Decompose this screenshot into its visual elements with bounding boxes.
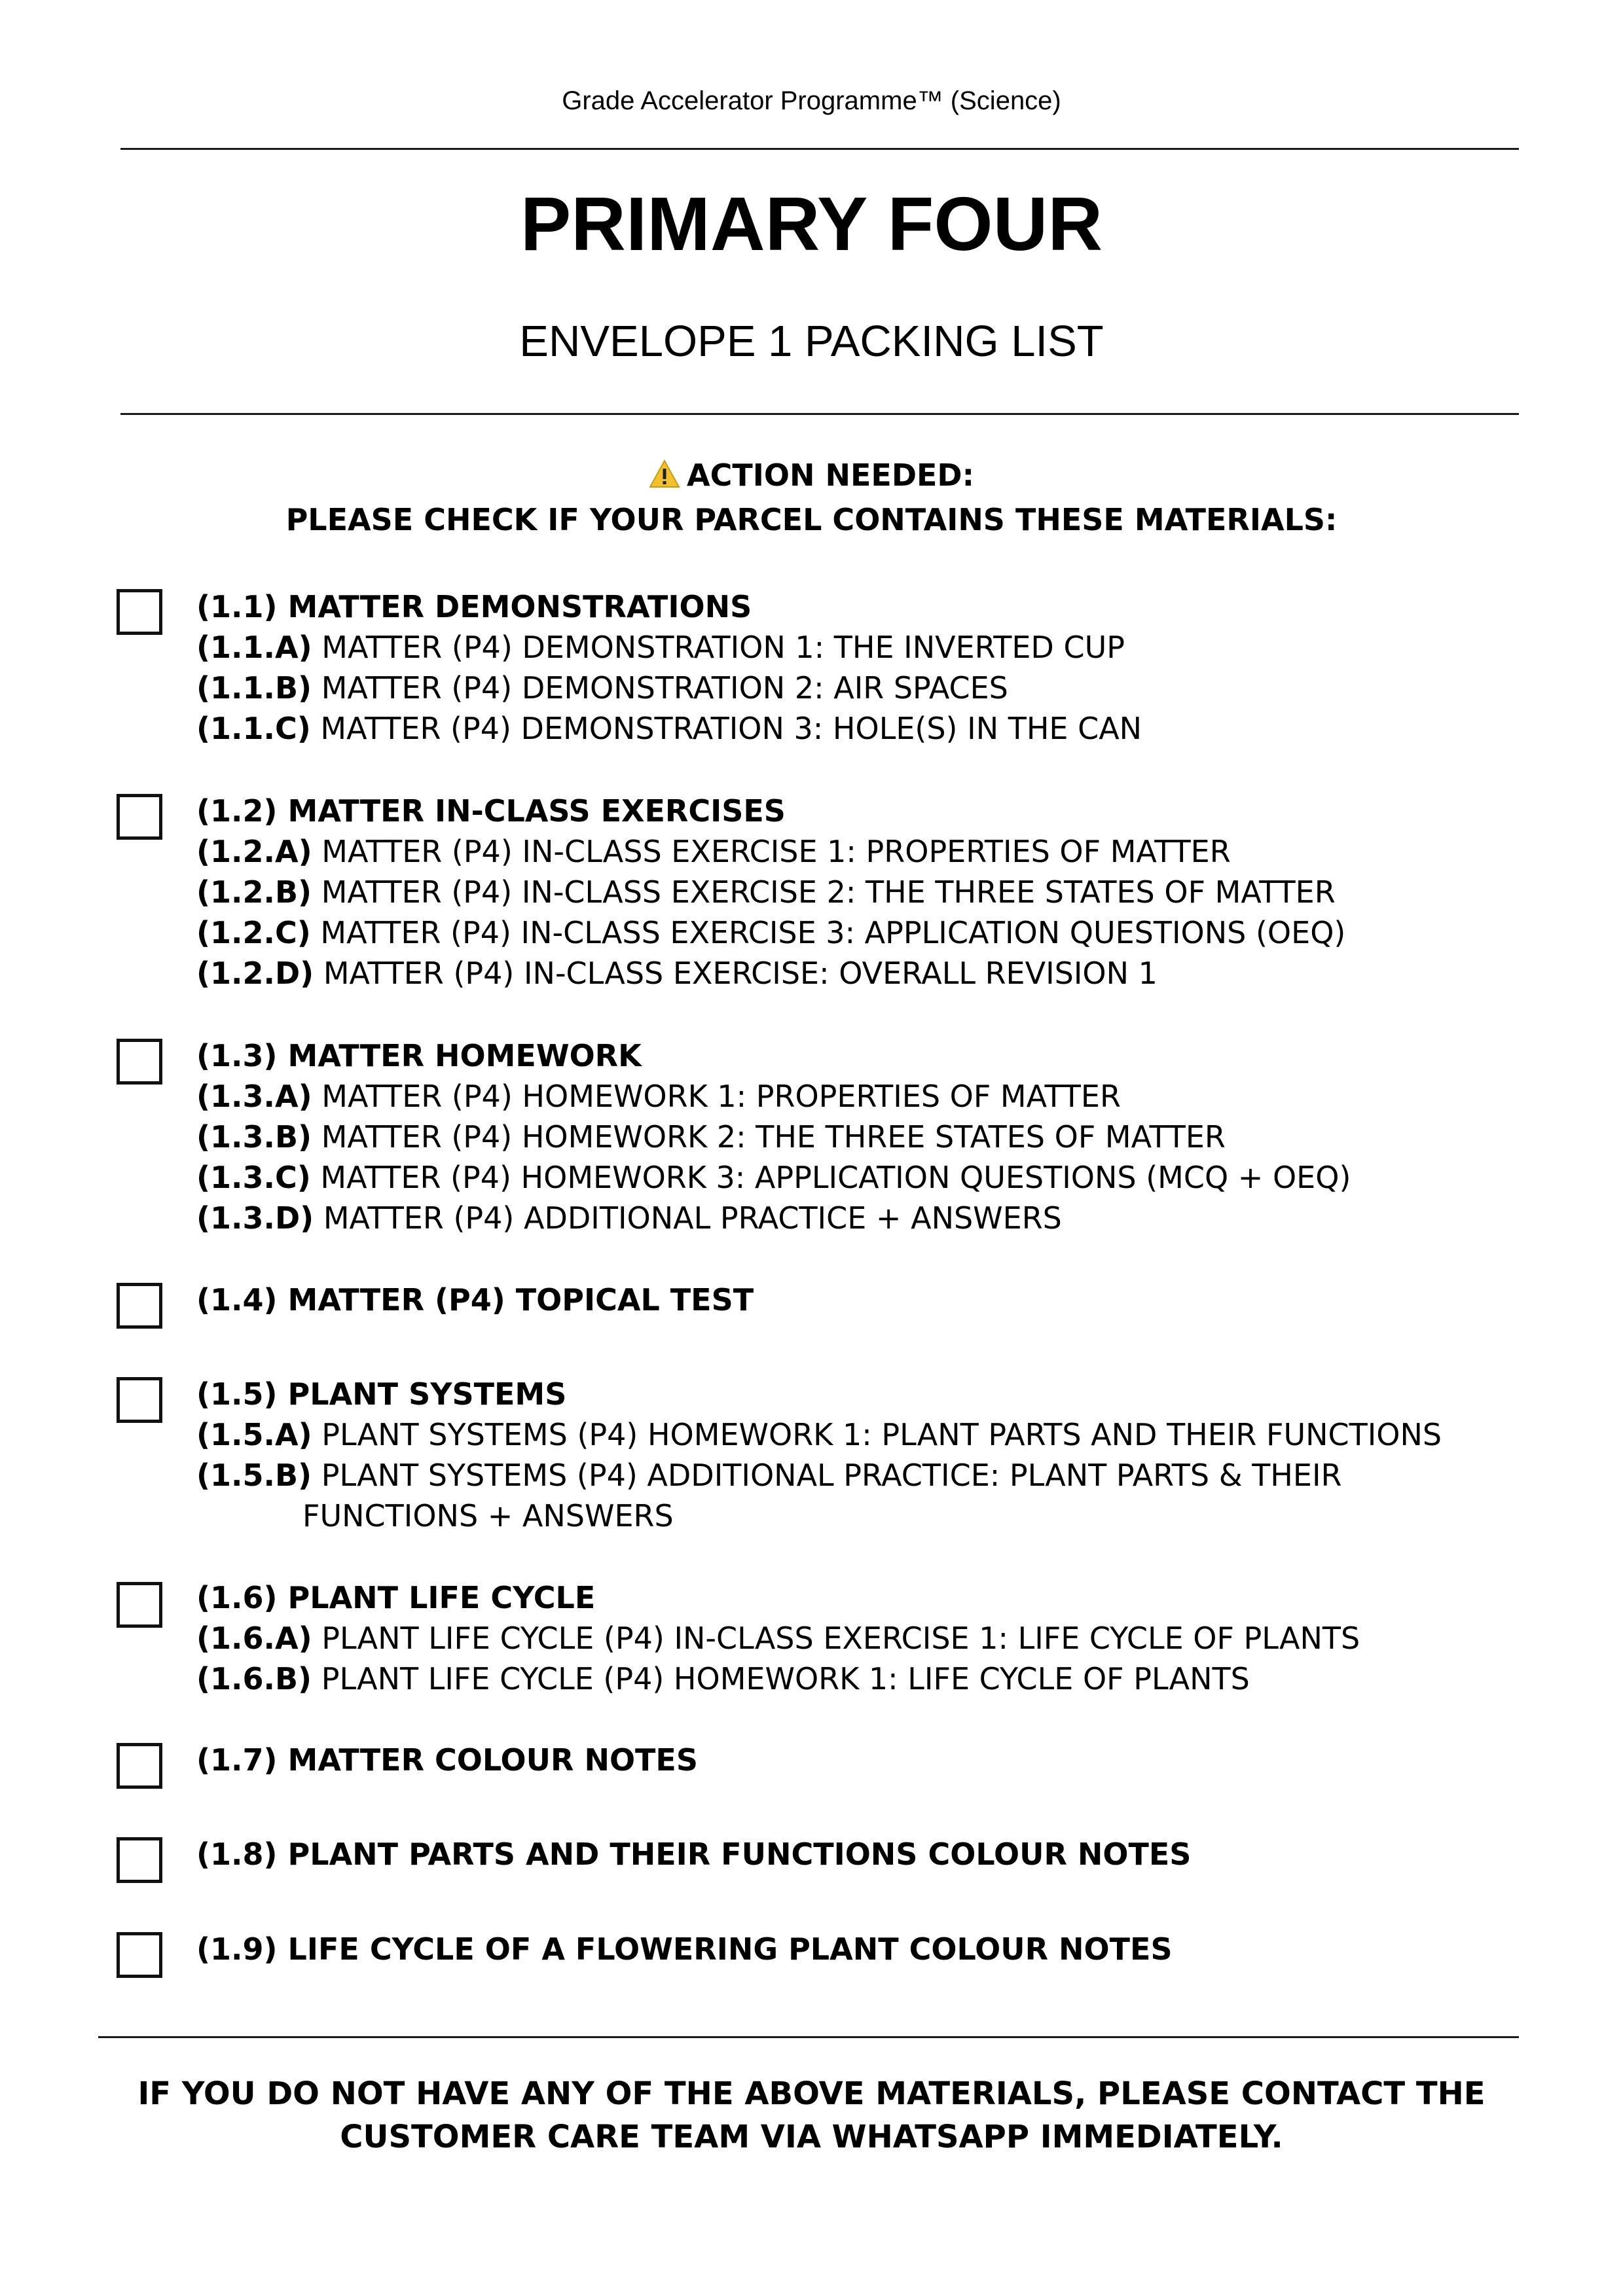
programme-header: Grade Accelerator Programme™ (Science)	[562, 86, 1061, 115]
checkbox-1-6[interactable]	[117, 1582, 162, 1628]
section-title: (1.3) MATTER HOMEWORK	[196, 1038, 642, 1073]
section-1-1	[196, 586, 1506, 749]
title-divider	[120, 413, 1519, 415]
checkbox-1-4[interactable]	[117, 1283, 162, 1329]
checkbox-1-8[interactable]	[117, 1837, 162, 1883]
footer-notice	[0, 2072, 1623, 2159]
section-title: (1.6) PLANT LIFE CYCLE	[196, 1580, 596, 1615]
page-title: PRIMARY FOUR	[520, 181, 1103, 266]
checkbox-1-5[interactable]	[117, 1377, 162, 1423]
list-item: (1.3.D) MATTER (P4) ADDITIONAL PRACTICE + ANSWERS	[196, 1200, 1062, 1236]
section-1-3	[196, 1035, 1506, 1238]
checkbox-1-3[interactable]	[117, 1039, 162, 1085]
section-title: (1.7) MATTER COLOUR NOTES	[196, 1742, 698, 1778]
list-item: (1.2.C) MATTER (P4) IN-CLASS EXERCISE 3: APPLICATION QUESTIONS (OEQ)	[196, 915, 1346, 950]
list-item: (1.3.C) MATTER (P4) HOMEWORK 3: APPLICATION QUESTIONS (MCQ + OEQ)	[196, 1160, 1351, 1195]
list-item: (1.2.D) MATTER (P4) IN-CLASS EXERCISE: OVERALL REVISION 1	[196, 956, 1158, 991]
warning-icon	[649, 456, 680, 484]
section-1-9	[196, 1929, 1506, 1969]
section-1-4	[196, 1280, 1506, 1320]
list-item: (1.3.A) MATTER (P4) HOMEWORK 1: PROPERTIES OF MATTER	[196, 1079, 1121, 1114]
checkbox-1-9[interactable]	[117, 1932, 162, 1978]
section-title: (1.4) MATTER (P4) TOPICAL TEST	[196, 1282, 754, 1318]
list-item: (1.1.C) MATTER (P4) DEMONSTRATION 3: HOLE(S) IN THE CAN	[196, 711, 1142, 746]
section-title: (1.1) MATTER DEMONSTRATIONS	[196, 589, 752, 624]
list-item: (1.1.B) MATTER (P4) DEMONSTRATION 2: AIR SPACES	[196, 670, 1008, 706]
list-item: (1.6.B) PLANT LIFE CYCLE (P4) HOMEWORK 1: LIFE CYCLE OF PLANTS	[196, 1661, 1250, 1696]
checkbox-1-7[interactable]	[117, 1743, 162, 1789]
section-1-7	[196, 1740, 1506, 1780]
section-1-5	[196, 1374, 1506, 1536]
action-heading: ACTION NEEDED:	[687, 457, 974, 493]
list-item: (1.5.A) PLANT SYSTEMS (P4) HOMEWORK 1: PLANT PARTS AND THEIR FUNCTIONS	[196, 1417, 1442, 1452]
action-instruction: PLEASE CHECK IF YOUR PARCEL CONTAINS THESE MATERIALS:	[285, 502, 1338, 537]
list-item: (1.2.A) MATTER (P4) IN-CLASS EXERCISE 1: PROPERTIES OF MATTER	[196, 834, 1231, 869]
section-1-2	[196, 791, 1506, 994]
top-divider	[120, 148, 1519, 150]
footer-line-2: CUSTOMER CARE TEAM VIA WHATSAPP IMMEDIATELY.	[340, 2119, 1283, 2155]
list-item: (1.6.A) PLANT LIFE CYCLE (P4) IN-CLASS EXERCISE 1: LIFE CYCLE OF PLANTS	[196, 1621, 1360, 1656]
list-item: (1.3.B) MATTER (P4) HOMEWORK 2: THE THREE STATES OF MATTER	[196, 1119, 1226, 1155]
list-item: (1.1.A) MATTER (P4) DEMONSTRATION 1: THE INVERTED CUP	[196, 630, 1125, 665]
checkbox-1-2[interactable]	[117, 794, 162, 840]
section-1-6	[196, 1577, 1506, 1699]
list-item: (1.5.B) PLANT SYSTEMS (P4) ADDITIONAL PRACTICE: PLANT PARTS & THEIR FUNCTIONS + ANSWERS	[196, 1455, 1506, 1536]
section-title: (1.8) PLANT PARTS AND THEIR FUNCTIONS COLOUR NOTES	[196, 1837, 1192, 1872]
checkbox-1-1[interactable]	[117, 589, 162, 635]
section-title: (1.2) MATTER IN-CLASS EXERCISES	[196, 793, 786, 829]
action-notice	[0, 453, 1623, 542]
section-title: (1.5) PLANT SYSTEMS	[196, 1376, 567, 1412]
section-1-8	[196, 1834, 1506, 1874]
page-subtitle: ENVELOPE 1 PACKING LIST	[519, 317, 1104, 366]
footer-line-1: IF YOU DO NOT HAVE ANY OF THE ABOVE MATERIALS, PLEASE CONTACT THE	[137, 2075, 1486, 2112]
footer-divider	[98, 2036, 1519, 2038]
list-item-continuation: FUNCTIONS + ANSWERS	[302, 1498, 674, 1534]
list-item: (1.2.B) MATTER (P4) IN-CLASS EXERCISE 2: THE THREE STATES OF MATTER	[196, 874, 1336, 910]
section-title: (1.9) LIFE CYCLE OF A FLOWERING PLANT COLOUR NOTES	[196, 1931, 1173, 1967]
